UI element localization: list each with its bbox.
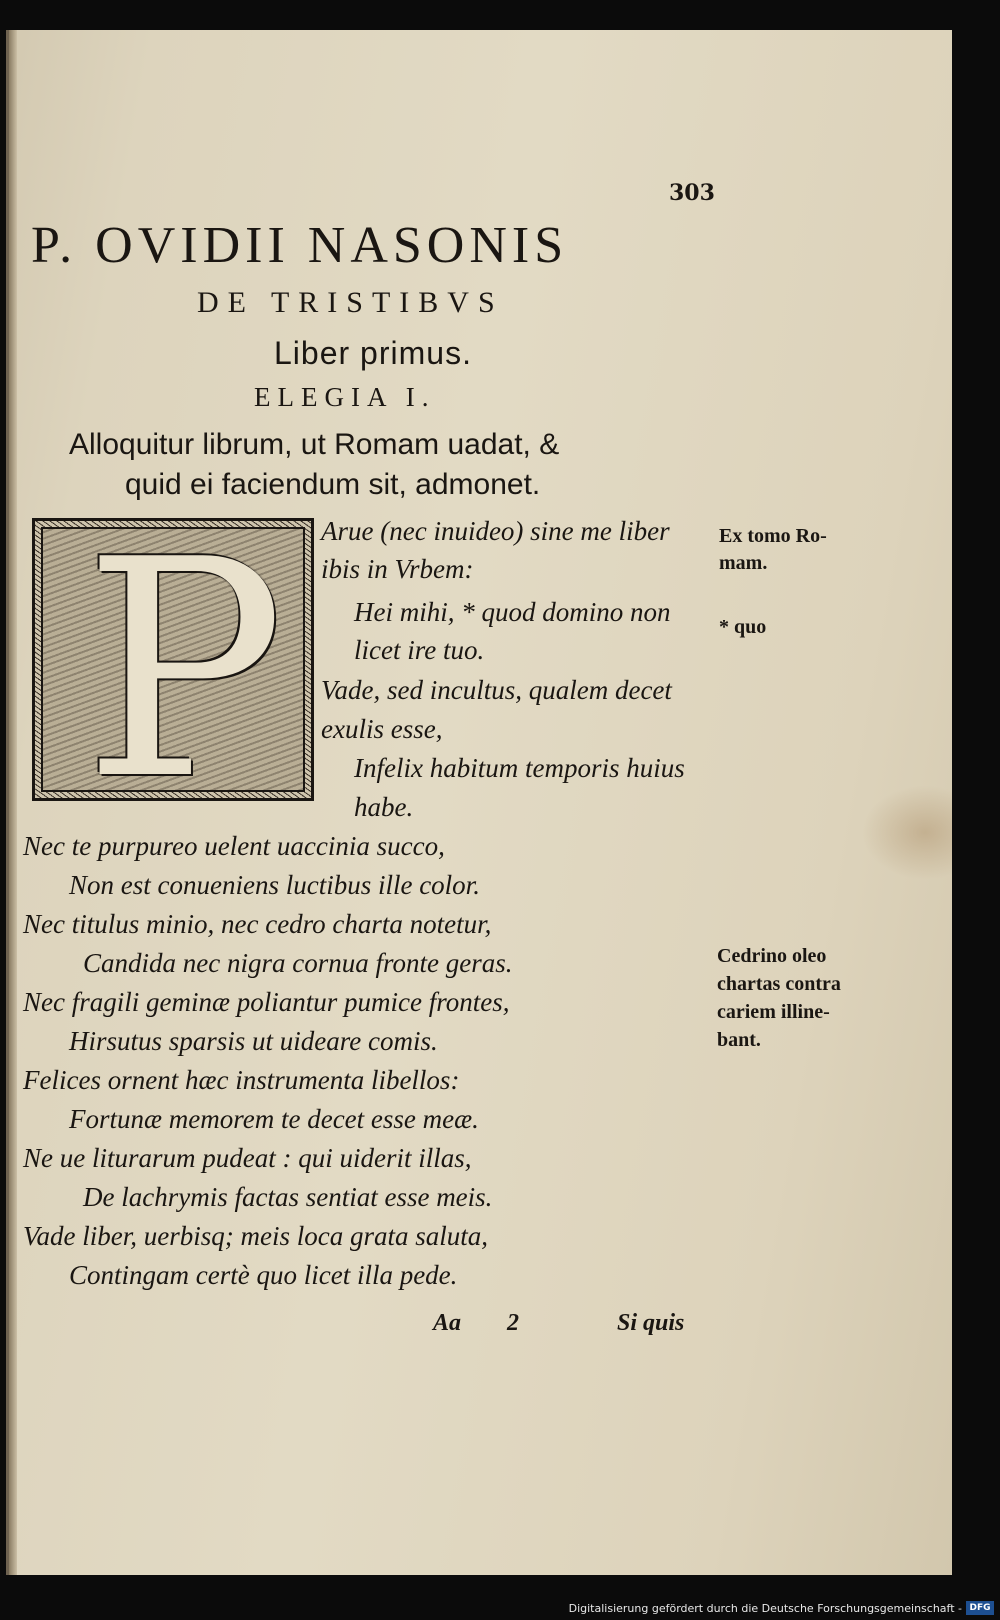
margin-note-3-line-3: cariem illine-	[717, 1001, 830, 1023]
verse-line: Contingam certè quo licet illa pede.	[69, 1260, 458, 1290]
verse-line: exulis esse,	[321, 714, 443, 744]
paper-stain	[862, 785, 952, 880]
verse-line: De lachrymis factas sentiat esse meis.	[83, 1182, 493, 1212]
verse-line: Fortunæ memorem te decet esse meæ.	[69, 1104, 479, 1134]
woodcut-illustration	[41, 496, 305, 845]
verse-line: Vade liber, uerbisq; meis loca grata saluta,	[23, 1221, 488, 1251]
footer-credit: Digitalisierung gefördert durch die Deutsche Forschungsgemeinschaft -	[568, 1602, 962, 1615]
margin-note-3-line-4: bant.	[717, 1029, 761, 1051]
verse-line: Nec fragili geminæ poliantur pumice frontes,	[23, 987, 510, 1017]
argument-line-1: Alloquitur librum, ut Romam uadat, &	[69, 428, 560, 461]
title-work: DE TRISTIBVS	[197, 286, 504, 319]
margin-note-1-line-2: mam.	[719, 552, 768, 574]
verse-line: ibis in Vrbem:	[321, 554, 474, 584]
title-author: P. OVIDII NASONIS	[31, 217, 569, 274]
verse-line: Infelix habitum temporis huius	[354, 753, 685, 783]
title-book: Liber primus.	[274, 335, 472, 371]
margin-note-3-line-2: chartas contra	[717, 973, 841, 995]
verse-line: Arue (nec inuideo) sine me liber	[321, 516, 670, 546]
verse-line: Felices ornent hæc instrumenta libellos:	[23, 1065, 460, 1095]
argument-line-2: quid ei faciendum sit, admonet.	[125, 468, 541, 501]
book-page	[6, 30, 952, 1575]
signature-number: 2	[507, 1310, 519, 1336]
verse-line: Candida nec nigra cornua fronte geras.	[83, 948, 513, 978]
verse-line: Nec te purpureo uelent uaccinia succo,	[23, 831, 445, 861]
verse-line: Hei mihi, * quod domino non	[354, 597, 671, 627]
verse-line: Non est conueniens luctibus ille color.	[69, 870, 480, 900]
page-number: 303	[669, 180, 715, 206]
verse-line: licet ire tuo.	[354, 635, 485, 665]
decorated-initial	[32, 496, 314, 845]
verse-line: Ne ue liturarum pudeat : qui uiderit illas,	[23, 1143, 472, 1173]
verse-line: Vade, sed incultus, qualem decet	[321, 675, 672, 705]
verse-line: Hirsutus sparsis ut uideare comis.	[69, 1026, 438, 1056]
signature-mark: Aa	[433, 1310, 462, 1336]
margin-note-1-line-1: Ex tomo Ro-	[719, 525, 827, 547]
title-elegy: ELEGIA I.	[254, 382, 436, 412]
margin-note-2: * quo	[719, 616, 767, 638]
verse-line: habe.	[354, 792, 414, 822]
dfg-logo-icon: DFG	[966, 1601, 994, 1615]
margin-note-3-line-1: Cedrino oleo	[717, 945, 827, 967]
initial-letter: P	[83, 496, 285, 845]
verse-line: Nec titulus minio, nec cedro charta notetur,	[23, 909, 492, 939]
catchword: Si quis	[617, 1310, 685, 1336]
page-spine-shadow	[9, 30, 17, 1575]
